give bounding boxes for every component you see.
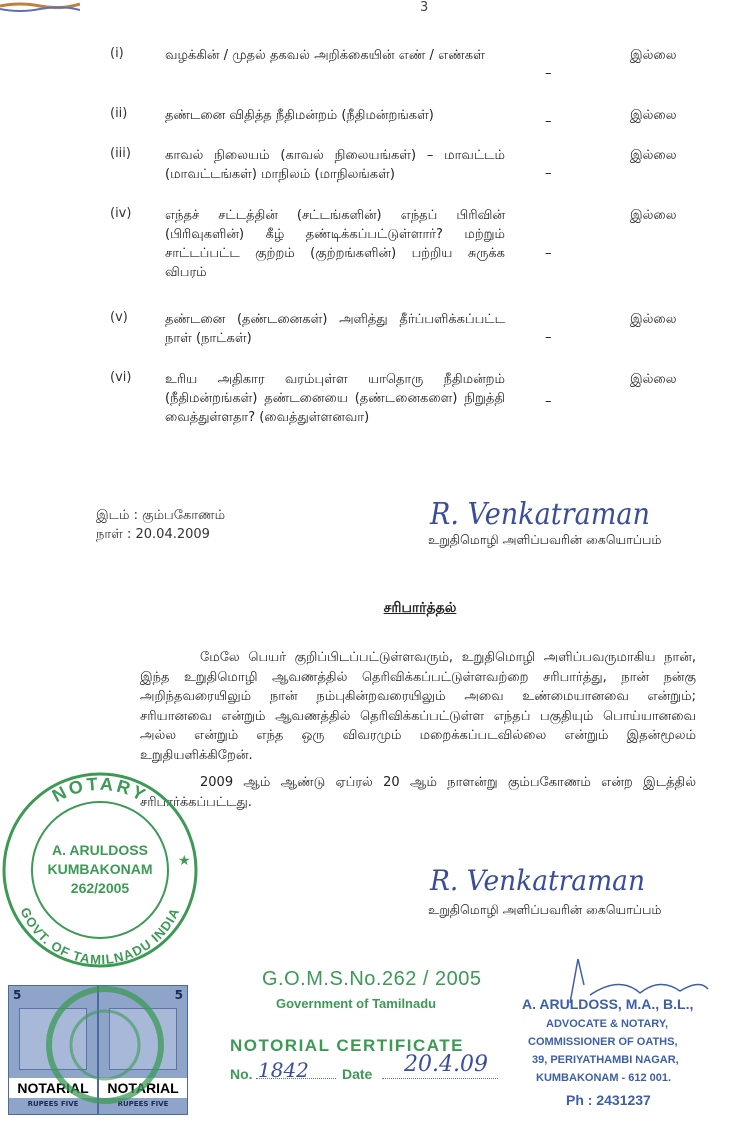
item-dash: – [545, 66, 552, 81]
certificate-title: NOTORIAL CERTIFICATE [230, 1036, 464, 1055]
signatory-label-2: உறுதிமொழி அளிப்பவரின் கையொப்பம் [428, 902, 662, 917]
item-dash: – [545, 166, 552, 181]
item-number: (ii) [110, 106, 128, 121]
item-description: காவல் நிலையம் (காவல் நிலையங்கள்) – மாவட்டம் (மாவட்டங்கள்) மாநிலம் (மாநிலங்கள்) [165, 148, 505, 182]
advocate-line3: 39, PERIYATHAMBI NAGAR, [532, 1054, 679, 1066]
item-description: வழக்கின் / முதல் தகவல் அறிக்கையின் எண் / எண்கள் [165, 48, 485, 63]
govt-line: Government of Tamilnadu [276, 996, 437, 1011]
signature-2-text: R. Venkatraman [429, 864, 645, 897]
item-dash: – [545, 114, 552, 129]
advocate-phone: Ph : 2431237 [566, 1092, 651, 1108]
stamp-notarial-label: NOTARIAL [99, 1078, 187, 1098]
date-line: நாள் : 20.04.2009 [96, 527, 210, 542]
seal-bottom-text: GOVT. OF TAMILNADU INDIA [17, 905, 183, 968]
item-number: (iii) [110, 146, 131, 161]
item-dash: – [545, 246, 552, 261]
item-answer: இல்லை [630, 108, 677, 123]
stamp-notarial-label: NOTARIAL [9, 1078, 97, 1098]
stamp-denomination: 5 [13, 988, 22, 1002]
advocate-name: A. ARULDOSS, M.A., B.L., [522, 996, 694, 1012]
item-number: (vi) [110, 370, 132, 385]
cert-date-value: 20.4.09 [404, 1052, 488, 1077]
item-description: தண்டனை விதித்த நீதிமன்றம் (நீதிமன்றங்கள்) [165, 108, 434, 123]
signature-1-text: R. Venkatraman [429, 497, 650, 532]
item-description: தண்டனை (தண்டனைகள்) அளித்து தீர்ப்பளிக்கப்பட்ட நாள் (நாட்கள்) [165, 312, 505, 346]
cert-date-label: Date [342, 1066, 373, 1082]
item-answer: இல்லை [630, 372, 677, 387]
cert-no-value: 1842 [258, 1058, 309, 1082]
item-dash: – [545, 394, 552, 409]
notary-seal [0, 770, 200, 970]
stamp-value: RUPEES FIVE [27, 1100, 79, 1108]
item-answer: இல்லை [630, 208, 677, 223]
seal-name: A. ARULDOSS [52, 842, 148, 858]
item-description: எந்தச் சட்டத்தின் (சட்டங்களின்) எந்தப் பிரிவின் (பிரிவுகளின்) கீழ் தண்டிக்கப்பட்டுள்ளார்? மற்றும் சாட்டப்பட்ட குற்றம் (குற்றங்களின்) பற்றிய சுருக்க விபரம் [165, 208, 505, 280]
corner-binding-thread [0, 0, 80, 16]
item-dash: – [545, 330, 552, 345]
stamp-denomination: 5 [174, 988, 183, 1002]
cert-date-line [382, 1078, 498, 1079]
goms-line: G.O.M.S.No.262 / 2005 [262, 968, 482, 990]
place-line: இடம் : கும்பகோணம் [96, 508, 226, 523]
seal-city: KUMBAKONAM [47, 861, 153, 877]
verification-paragraph-1: மேலே பெயர் குறிப்பிடப்பட்டுள்ளவரும், உறுதிமொழி அளிப்பவருமாகிய நான், இந்த உறுதிமொழி ஆவணத்தில் தெரிவிக்கப்பட்டுள்ளவற்றை சரிபார்த்து, நான் நன்கு அறிந்தவரையிலும் நான் நம்புகின்றவரையிலும் அவை உண்மையானவை என்றும்; சரியானவை என்றும் ஆவணத்தில் தெரிவிக்கப்பட்டுள்ள எந்தப் பகுதியும் பொய்யானவை அல்ல என்றும் எந்த ஒரு விவரமும் மறைக்கப்படவில்லை என்றும் இதன்மூலம் உறுதியளிக்கிறேன். [140, 650, 696, 763]
item-answer: இல்லை [630, 48, 677, 63]
item-description: உரிய அதிகார வரம்புள்ள யாதொரு நீதிமன்றம் (நீதிமன்றங்கள்) தண்டனையை (தண்டனைகளை) நிறுத்தி வைத்துள்ளதா? (வைத்துள்ளனவா) [165, 372, 505, 425]
item-number: (iv) [110, 206, 132, 221]
seal-reg: 262/2005 [70, 880, 130, 896]
svg-text:★: ★ [178, 853, 191, 869]
item-answer: இல்லை [630, 148, 677, 163]
advocate-line2: COMMISSIONER OF OATHS, [528, 1036, 678, 1048]
overlay-seal [40, 980, 170, 1110]
page-number: 3 [420, 0, 429, 15]
svg-text:GOVT. OF TAMILNADU INDIA [17, 905, 182, 967]
signature-2 [428, 860, 658, 902]
cert-no-label: No. [230, 1066, 253, 1082]
advocate-line4: KUMBAKONAM - 612 001. [536, 1072, 672, 1084]
seal-top-text: NOTARY [48, 773, 152, 807]
place-date-block [96, 506, 225, 544]
item-number: (v) [110, 310, 128, 325]
verification-heading: சரிபார்த்தல் [383, 600, 457, 616]
verification-paragraph-2: 2009 ஆம் ஆண்டு ஏப்ரல் 20 ஆம் நாளன்று கும்பகோணம் என்ற இடத்தில் சரிபார்க்கப்பட்டது. [140, 775, 696, 810]
verification-body [140, 648, 696, 812]
signatory-label-1: உறுதிமொழி அளிப்பவரின் கையொப்பம் [428, 532, 662, 547]
item-number: (i) [110, 46, 124, 61]
stamp-value: RUPEES FIVE [117, 1100, 169, 1108]
signature-1 [428, 492, 658, 534]
item-answer: இல்லை [630, 312, 677, 327]
advocate-line1: ADVOCATE & NOTARY, [546, 1018, 669, 1030]
